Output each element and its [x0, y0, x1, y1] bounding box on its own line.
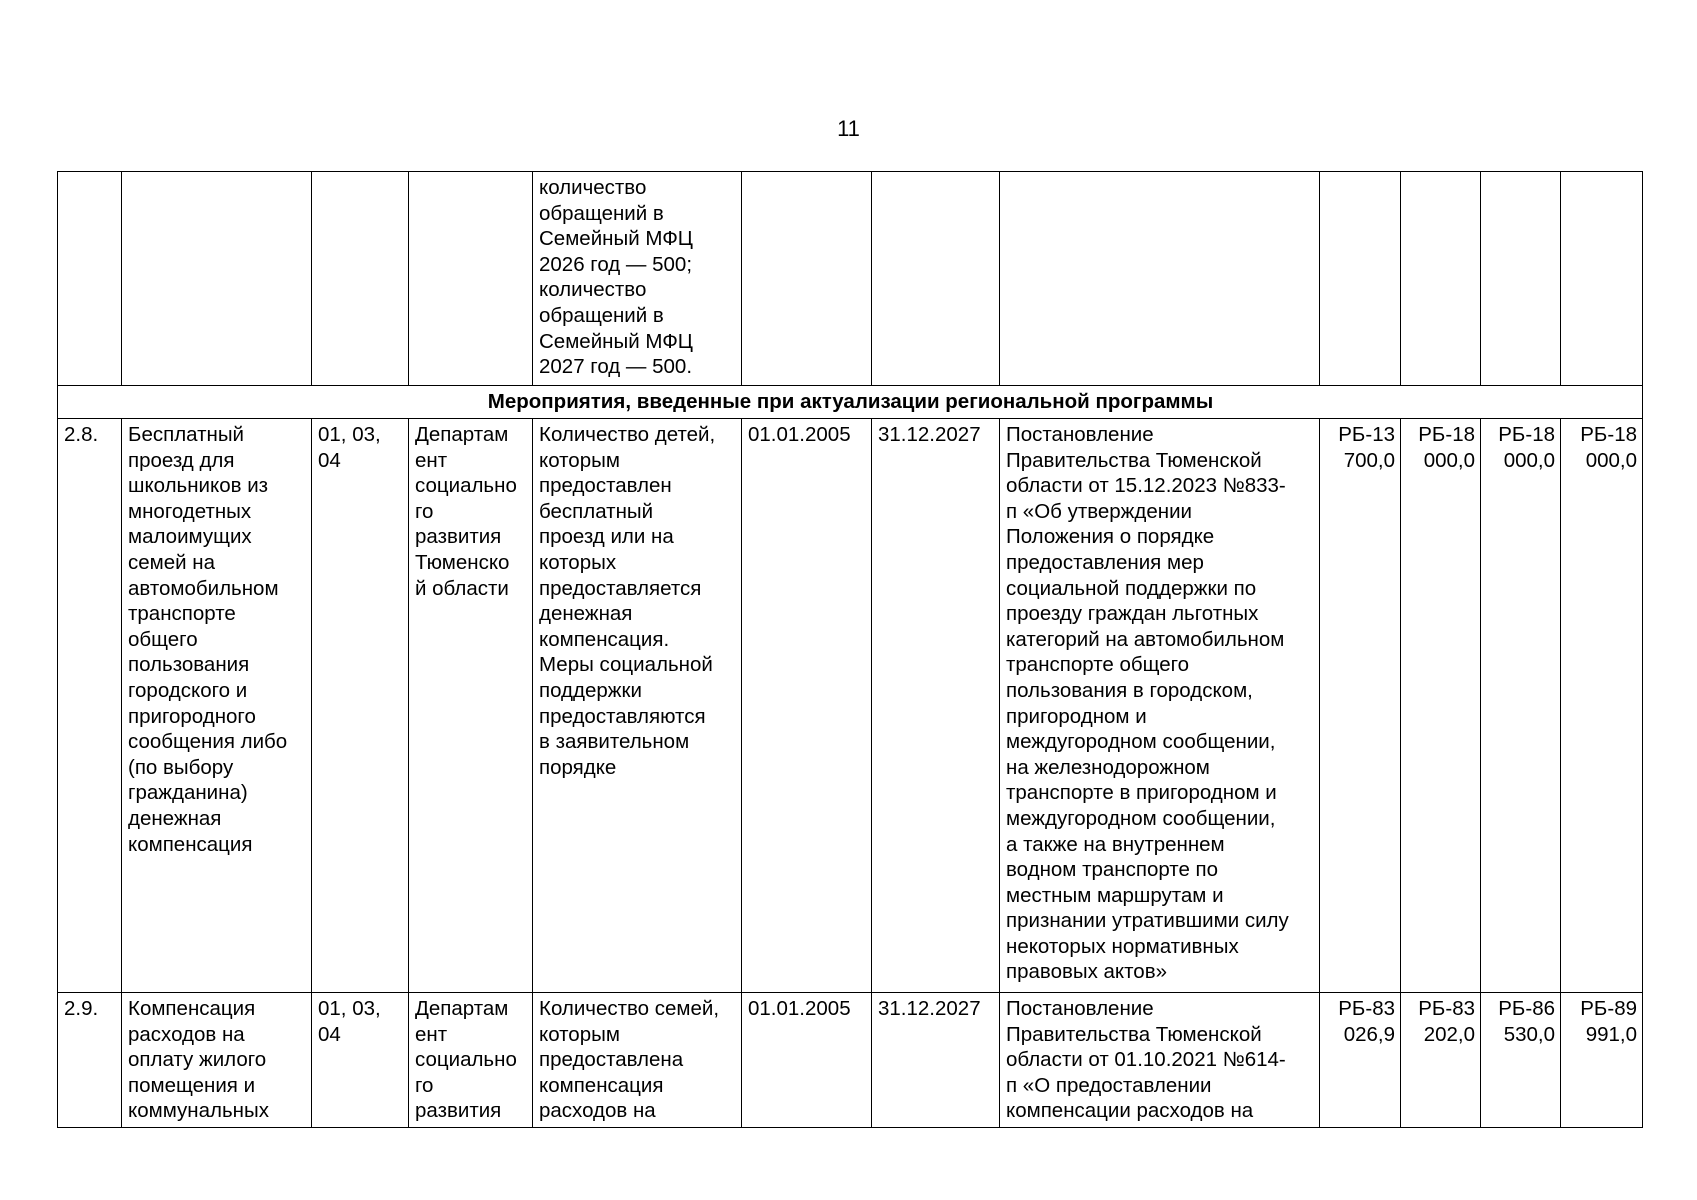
cell-funding-4	[1561, 172, 1643, 386]
text-line: категорий на автомобильном	[1006, 627, 1285, 651]
cell-funding-3	[1481, 172, 1561, 386]
text-line: предоставлен	[539, 474, 672, 498]
cell-start-date: 01.01.2005	[742, 419, 872, 993]
text-line: предоставлена	[539, 1048, 684, 1072]
cell-id	[58, 172, 122, 386]
text-line: расходов на	[128, 1022, 245, 1046]
text-line: развития	[415, 525, 502, 549]
table-row	[58, 993, 1643, 1128]
text-line: РБ-13	[1338, 423, 1395, 446]
cell-document	[1000, 993, 1320, 1128]
text-line: 000,0	[1503, 448, 1555, 472]
cell-id: 2.9.	[58, 993, 122, 1128]
text-line: РБ-83	[1338, 997, 1395, 1020]
cell-funding-4	[1561, 993, 1643, 1128]
cell-start-date: 01.01.2005	[742, 993, 872, 1128]
text-line: расходов на	[539, 1099, 656, 1123]
text-line: количество	[539, 278, 647, 302]
text-line: 530,0	[1503, 1022, 1555, 1046]
text-line: п «О предоставлении	[1006, 1073, 1212, 1097]
cell-indicator	[533, 993, 742, 1128]
cell-codes	[312, 172, 409, 386]
text-line: 01, 03,	[318, 423, 381, 446]
table-row-continuation	[58, 172, 1643, 386]
text-line: признании утратившими силу	[1006, 909, 1289, 933]
text-line: на железнодорожном	[1006, 755, 1210, 779]
text-line: Правительства Тюменской	[1006, 448, 1262, 472]
text-line: пользования	[128, 653, 250, 677]
text-line: РБ-89	[1580, 997, 1637, 1020]
text-line: правовых актов»	[1006, 960, 1167, 984]
text-line: РБ-18	[1498, 423, 1555, 446]
text-line: Правительства Тюменской	[1006, 1022, 1262, 1046]
cell-funding-1	[1320, 419, 1401, 993]
text-line: 202,0	[1423, 1022, 1475, 1046]
text-line: го	[415, 1073, 434, 1097]
text-line: гражданина)	[128, 781, 248, 805]
section-title: Мероприятия, введенные при актуализации региональной программы	[58, 386, 1643, 419]
text-line: которым	[539, 448, 620, 472]
text-line: Бесплатный	[128, 423, 245, 446]
text-line: РБ-86	[1498, 997, 1555, 1020]
cell-codes	[312, 419, 409, 993]
text-line: транспорте общего	[1006, 653, 1190, 677]
text-line: Семейный МФЦ	[539, 329, 693, 353]
cell-end-date	[872, 172, 1000, 386]
cell-funding-3	[1481, 993, 1561, 1128]
text-line: проезду граждан льготных	[1006, 602, 1259, 626]
text-line: оплату жилого	[128, 1048, 267, 1072]
text-line: Постановление	[1006, 997, 1154, 1020]
text-line: предоставления мер	[1006, 550, 1204, 574]
text-line: городского и	[128, 678, 248, 702]
text-line: компенсация	[539, 1073, 664, 1097]
text-line: общего	[128, 627, 198, 651]
text-line: семей на	[128, 550, 216, 574]
text-line: 2026 год — 500;	[539, 252, 693, 276]
cell-funding-1	[1320, 172, 1401, 386]
text-line: й области	[415, 576, 509, 600]
text-line: п «Об утверждении	[1006, 499, 1192, 523]
text-line: компенсация	[128, 832, 253, 856]
text-line: а также на внутреннем	[1006, 832, 1225, 856]
text-line: пригородного	[128, 704, 256, 728]
cell-executor	[409, 419, 533, 993]
text-line: Семейный МФЦ	[539, 227, 693, 251]
text-line: Компенсация	[128, 997, 256, 1020]
text-line: сообщения либо	[128, 730, 288, 754]
text-line: школьников из	[128, 474, 269, 498]
text-line: социально	[415, 1048, 517, 1072]
text-line: некоторых нормативных	[1006, 934, 1239, 958]
text-line: помещения и	[128, 1073, 256, 1097]
cell-funding-2	[1401, 419, 1481, 993]
text-line: социально	[415, 474, 517, 498]
text-line: порядке	[539, 755, 617, 779]
text-line: количество	[539, 176, 647, 199]
text-line: водном транспорте по	[1006, 858, 1219, 882]
text-line: компенсация.	[539, 627, 670, 651]
text-line: 04	[318, 448, 341, 472]
cell-funding-2	[1401, 172, 1481, 386]
text-line: транспорте в пригородном и	[1006, 781, 1277, 805]
text-line: которым	[539, 1022, 620, 1046]
cell-document	[1000, 172, 1320, 386]
text-line: Департам	[415, 423, 509, 446]
text-line: (по выбору	[128, 755, 234, 779]
text-line: автомобильном	[128, 576, 279, 600]
text-line: ент	[415, 1022, 448, 1046]
cell-name	[122, 419, 312, 993]
text-line: пригородном и	[1006, 704, 1147, 728]
text-line: области от 15.12.2023 №833-	[1006, 474, 1286, 498]
text-line: денежная	[539, 602, 633, 626]
cell-end-date: 31.12.2027	[872, 993, 1000, 1128]
text-line: Меры социальной	[539, 653, 713, 677]
text-line: 000,0	[1585, 448, 1637, 472]
text-line: Количество семей,	[539, 997, 720, 1020]
text-line: 01, 03,	[318, 997, 381, 1020]
text-line: 000,0	[1423, 448, 1475, 472]
text-line: которых	[539, 550, 617, 574]
text-line: 04	[318, 1022, 341, 1046]
text-line: пользования в городском,	[1006, 678, 1253, 702]
measures-table	[57, 171, 1643, 1128]
cell-funding-1	[1320, 993, 1401, 1128]
cell-codes	[312, 993, 409, 1128]
cell-executor	[409, 172, 533, 386]
cell-name	[122, 993, 312, 1128]
text-line: междугородном сообщении,	[1006, 730, 1276, 754]
text-line: области от 01.10.2021 №614-	[1006, 1048, 1286, 1072]
cell-funding-4	[1561, 419, 1643, 993]
table-section-row	[58, 386, 1643, 419]
cell-end-date: 31.12.2027	[872, 419, 1000, 993]
text-line: многодетных	[128, 499, 252, 523]
text-line: Тюменско	[415, 550, 510, 574]
text-line: транспорте	[128, 602, 236, 626]
text-line: 026,9	[1343, 1022, 1395, 1046]
cell-funding-3	[1481, 419, 1561, 993]
text-line: междугородном сообщении,	[1006, 806, 1276, 830]
text-line: в заявительном	[539, 730, 690, 754]
cell-indicator	[533, 172, 742, 386]
text-line: го	[415, 499, 434, 523]
text-line: бесплатный	[539, 499, 654, 523]
text-line: ент	[415, 448, 448, 472]
cell-start-date	[742, 172, 872, 386]
text-line: проезд для	[128, 448, 235, 472]
text-line: компенсации расходов на	[1006, 1099, 1254, 1123]
text-line: предоставляются	[539, 704, 706, 728]
text-line: 991,0	[1585, 1022, 1637, 1046]
text-line: Департам	[415, 997, 509, 1020]
page-number: 11	[837, 116, 860, 141]
text-line: обращений в	[539, 303, 664, 327]
text-line: РБ-18	[1580, 423, 1637, 446]
text-line: социальной поддержки по	[1006, 576, 1257, 600]
text-line: РБ-18	[1418, 423, 1475, 446]
cell-name	[122, 172, 312, 386]
cell-indicator	[533, 419, 742, 993]
text-line: проезд или на	[539, 525, 674, 549]
cell-id: 2.8.	[58, 419, 122, 993]
text-line: малоимущих	[128, 525, 252, 549]
text-line: денежная	[128, 806, 222, 830]
text-line: местным маршрутам и	[1006, 883, 1224, 907]
text-line: развития	[415, 1099, 502, 1123]
text-line: коммунальных	[128, 1099, 269, 1123]
cell-document	[1000, 419, 1320, 993]
cell-executor	[409, 993, 533, 1128]
text-line: Количество детей,	[539, 423, 716, 446]
text-line: 2027 год — 500.	[539, 355, 693, 379]
text-line: РБ-83	[1418, 997, 1475, 1020]
text-line: обращений в	[539, 201, 664, 225]
text-line: поддержки	[539, 678, 642, 702]
text-line: предоставляется	[539, 576, 702, 600]
table-row	[58, 419, 1643, 993]
text-line: Положения о порядке	[1006, 525, 1215, 549]
cell-funding-2	[1401, 993, 1481, 1128]
text-line: Постановление	[1006, 423, 1154, 446]
text-line: 700,0	[1343, 448, 1395, 472]
